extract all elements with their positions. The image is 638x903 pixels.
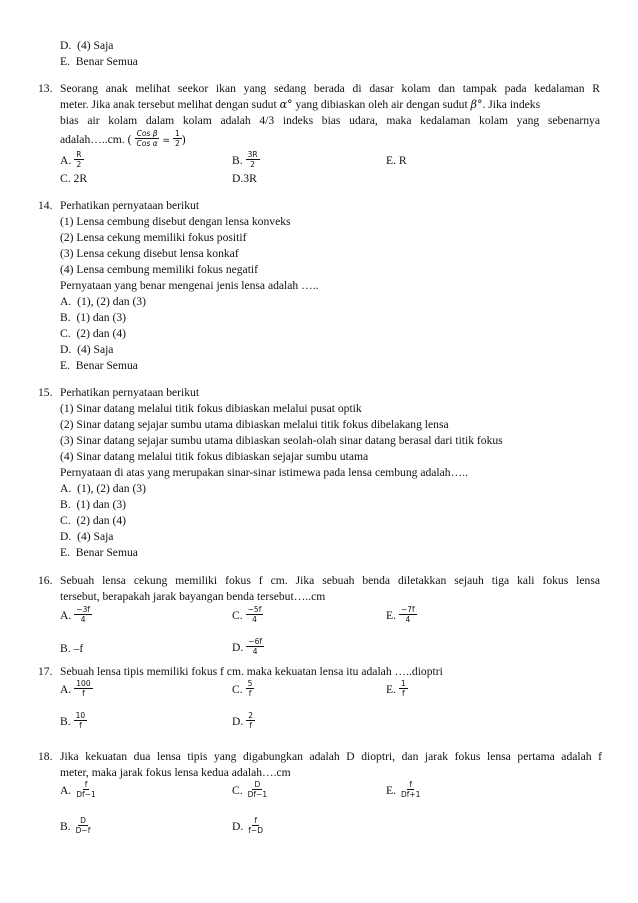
question-text-line: Seorang anak melihat seekor ikan yang sedang berada di dasar kolam dan tampak pada kedalaman R xyxy=(60,82,600,95)
statement-1: (1) Lensa cembung disebut dengan lensa konveks xyxy=(60,215,291,228)
option-d xyxy=(232,818,265,837)
option-fraction xyxy=(246,605,264,624)
equals-sign: = xyxy=(162,136,171,147)
option-text: Benar Semua xyxy=(75,546,138,559)
denominator: f−D xyxy=(248,826,263,835)
option-label: B. xyxy=(60,311,71,324)
option-label: C. xyxy=(60,172,71,185)
numerator: 2 xyxy=(248,711,254,720)
option-e xyxy=(60,358,138,374)
paren: ) xyxy=(181,133,186,147)
question-text-line: Jika kekuatan dua lensa tipis yang digabungkan adalah D dioptri, dan jarak fokus lensa pertama adalah f xyxy=(60,750,602,763)
option-b xyxy=(60,641,83,657)
denominator: Cos α xyxy=(136,139,158,148)
option-text: R xyxy=(398,154,407,167)
option-fraction xyxy=(74,150,83,169)
denominator: Df−1 xyxy=(247,790,268,799)
numerator: Cos β xyxy=(136,129,158,138)
numerator: 10 xyxy=(75,711,86,720)
numerator: D xyxy=(80,816,86,825)
denominator: f xyxy=(402,689,405,698)
option-b xyxy=(60,497,126,513)
option-label: C. xyxy=(60,327,71,340)
option-a xyxy=(60,607,92,626)
option-e xyxy=(60,545,138,561)
denominator: 4 xyxy=(405,615,411,624)
option-text: 2R xyxy=(73,172,88,185)
option-e xyxy=(60,54,138,70)
option-label: E. xyxy=(386,154,396,167)
hint-ratio xyxy=(173,129,182,148)
option-text: (4) Saja xyxy=(77,530,114,543)
question-prompt: Pernyataan di atas yang merupakan sinar-sinar istimewa pada lensa cembung adalah….. xyxy=(60,466,468,479)
option-text: (1), (2) dan (3) xyxy=(77,482,146,495)
option-label: A. xyxy=(60,609,72,623)
question-text-line: tersebut, berapakah jarak bayangan benda tersebut…..cm xyxy=(60,590,326,603)
text-segment: yang dibiaskan oleh air dengan sudut xyxy=(295,98,468,111)
option-fraction xyxy=(74,780,97,799)
denominator: 4 xyxy=(252,647,258,656)
statement-2: (2) Lensa cekung memiliki fokus positif xyxy=(60,231,247,244)
numerator: f xyxy=(254,816,257,825)
option-fraction xyxy=(246,816,265,835)
option-label: A. xyxy=(60,784,72,798)
option-fraction xyxy=(246,711,255,730)
question-text-line: meter, maka jarak fokus lensa kedua adalah….cm xyxy=(60,766,291,779)
option-label: A. xyxy=(60,683,72,697)
option-text: 3R xyxy=(243,172,257,185)
denominator: D−f xyxy=(75,826,91,835)
denominator: 4 xyxy=(80,615,86,624)
option-label: B. xyxy=(60,820,71,834)
question-number: 17. xyxy=(38,665,53,678)
option-label: A. xyxy=(60,154,72,168)
question-text-line: Perhatikan pernyataan berikut xyxy=(60,386,200,399)
option-label: D. xyxy=(232,820,244,834)
numerator: R xyxy=(76,150,82,159)
option-d xyxy=(232,713,255,732)
question-number: 18. xyxy=(38,750,53,763)
paren: ( xyxy=(127,133,132,147)
option-label: E. xyxy=(386,784,396,798)
option-label: B. xyxy=(60,642,71,655)
numerator: −7f xyxy=(400,605,415,614)
numerator: D xyxy=(254,780,261,789)
option-text: (1) dan (3) xyxy=(76,498,127,511)
option-text: (4) Saja xyxy=(77,39,114,52)
option-label: D. xyxy=(232,715,244,729)
option-d xyxy=(60,529,113,545)
option-text: (2) dan (4) xyxy=(76,514,127,527)
option-b xyxy=(232,152,260,171)
question-number: 14. xyxy=(38,199,53,212)
statement-2: (2) Sinar datang sejajar sumbu utama dibiaskan melalui titik fokus dibelakang lensa xyxy=(60,418,449,431)
option-label: E. xyxy=(60,359,70,372)
option-e xyxy=(386,153,407,169)
denominator: 2 xyxy=(175,139,180,148)
statement-1: (1) Sinar datang melalui titik fokus dibiaskan melalui pusat optik xyxy=(60,402,362,415)
option-label: E. xyxy=(386,609,396,623)
question-prompt: Pernyataan yang benar mengenai jenis lensa adalah ….. xyxy=(60,279,319,292)
option-fraction xyxy=(246,780,269,799)
option-fraction xyxy=(246,150,260,169)
option-label: E. xyxy=(386,683,396,697)
option-c xyxy=(232,782,269,801)
option-text: Benar Semua xyxy=(75,359,138,372)
option-d xyxy=(232,639,264,658)
option-fraction xyxy=(74,816,93,835)
numerator: f xyxy=(409,780,413,789)
option-text: –f xyxy=(73,642,84,655)
question-text-line: bias air kolam dalam kolam adalah 4/3 indeks bias udara, maka kedalaman kolam yang sebenarnya xyxy=(60,114,600,127)
option-fraction xyxy=(74,605,92,624)
option-label: D. xyxy=(60,530,72,543)
option-label: C. xyxy=(232,609,243,623)
option-d xyxy=(60,38,113,54)
option-d xyxy=(232,171,257,187)
option-label: D. xyxy=(232,172,244,185)
option-label: C. xyxy=(60,514,71,527)
option-fraction xyxy=(399,605,417,624)
option-b xyxy=(60,310,126,326)
numerator: −6f xyxy=(248,637,262,646)
question-text-line xyxy=(60,131,186,150)
question-text-line: Perhatikan pernyataan berikut xyxy=(60,199,200,212)
denominator: f xyxy=(249,721,252,730)
denominator: f xyxy=(79,721,82,730)
option-label: D. xyxy=(232,641,244,655)
numerator: 5 xyxy=(247,679,253,688)
option-fraction xyxy=(74,711,88,730)
denominator: Df−1 xyxy=(76,790,96,799)
denominator: f xyxy=(248,689,252,698)
option-c xyxy=(232,607,263,626)
question-number: 16. xyxy=(38,574,53,587)
denominator: Df+1 xyxy=(400,790,421,799)
option-label: B. xyxy=(60,498,71,511)
statement-3: (3) Sinar datang sejajar sumbu utama dibiaskan seolah-olah sinar datang berasal dari titik fokus xyxy=(60,434,503,447)
option-fraction xyxy=(74,679,92,698)
option-c xyxy=(232,681,254,700)
numerator: f xyxy=(84,780,88,789)
option-e xyxy=(386,607,417,626)
option-a xyxy=(60,152,84,171)
option-e xyxy=(386,681,408,700)
option-text: (1) dan (3) xyxy=(76,311,127,324)
question-number: 13. xyxy=(38,82,53,95)
option-c xyxy=(60,171,87,187)
numerator: 100 xyxy=(76,679,91,688)
option-b xyxy=(60,818,92,837)
option-text: (1), (2) dan (3) xyxy=(77,295,146,308)
option-d xyxy=(60,342,113,358)
text-segment: meter. Jika anak tersebut melihat dengan sudut xyxy=(60,98,277,111)
option-label: E. xyxy=(60,546,70,559)
option-a xyxy=(60,481,146,497)
option-a xyxy=(60,294,146,310)
option-label: D. xyxy=(60,343,72,356)
text-segment: adalah…..cm. xyxy=(60,133,125,147)
option-c xyxy=(60,326,126,342)
statement-4: (4) Sinar datang melalui titik fokus dibiaskan sejajar sumbu utama xyxy=(60,450,369,463)
option-text: (2) dan (4) xyxy=(76,327,127,340)
alpha-symbol: α° xyxy=(279,98,293,111)
numerator: 3R xyxy=(247,150,258,159)
option-a xyxy=(60,782,98,801)
denominator: 2 xyxy=(250,160,256,169)
option-c xyxy=(60,513,126,529)
option-label: B. xyxy=(232,154,243,168)
option-fraction xyxy=(246,637,264,656)
numerator: 1 xyxy=(175,129,180,138)
option-fraction xyxy=(399,780,422,799)
denominator: f xyxy=(82,689,85,698)
hint-fraction xyxy=(135,129,160,148)
option-b xyxy=(60,713,87,732)
beta-symbol: β° xyxy=(470,98,483,111)
question-text-line: Sebuah lensa cekung memiliki fokus f cm. Jika sebuah benda diletakkan sejauh tiga kali fokus lensa xyxy=(60,574,600,587)
numerator: −3f xyxy=(76,605,90,614)
statement-3: (3) Lensa cekung disebut lensa konkaf xyxy=(60,247,239,260)
statement-4: (4) Lensa cembung memiliki fokus negatif xyxy=(60,263,259,276)
option-fraction xyxy=(246,679,255,698)
option-label: B. xyxy=(60,715,71,729)
option-label: C. xyxy=(232,784,243,798)
denominator: 2 xyxy=(76,160,82,169)
numerator: 1 xyxy=(400,679,406,688)
option-label: E. xyxy=(60,55,70,68)
option-label: A. xyxy=(60,482,72,495)
option-e xyxy=(386,782,422,801)
option-label: D. xyxy=(60,39,72,52)
question-text-line xyxy=(60,97,540,113)
option-label: A. xyxy=(60,295,72,308)
numerator: −5f xyxy=(247,605,262,614)
question-text-line: Sebuah lensa tipis memiliki fokus f cm. maka kekuatan lensa itu adalah …..dioptri xyxy=(60,665,443,678)
text-segment: . Jika indeks xyxy=(482,98,541,111)
option-label: C. xyxy=(232,683,243,697)
option-text: (4) Saja xyxy=(77,343,114,356)
option-fraction xyxy=(399,679,408,698)
denominator: 4 xyxy=(252,615,257,624)
question-number: 15. xyxy=(38,386,53,399)
option-text: Benar Semua xyxy=(75,55,138,68)
option-a xyxy=(60,681,93,700)
